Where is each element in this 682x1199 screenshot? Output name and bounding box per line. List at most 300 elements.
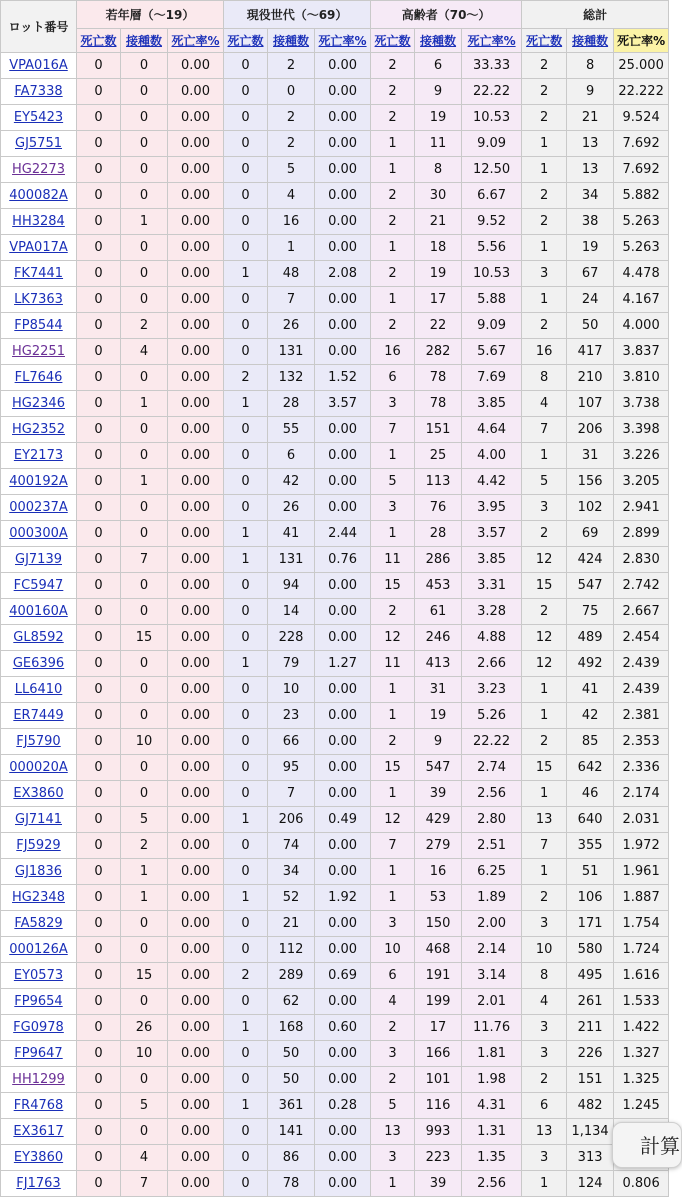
table-cell: 30 bbox=[415, 183, 462, 209]
lot-number-link[interactable]: FG0978 bbox=[13, 1020, 64, 1035]
table-cell: 1 bbox=[371, 1171, 415, 1197]
lot-number-link[interactable]: FJ5929 bbox=[16, 838, 61, 853]
table-cell: 11 bbox=[371, 547, 415, 573]
table-cell: 171 bbox=[567, 911, 614, 937]
table-cell: 46 bbox=[567, 781, 614, 807]
lot-number-cell[interactable] bbox=[1, 157, 77, 183]
table-cell: 2 bbox=[371, 1015, 415, 1041]
table-cell: 0 bbox=[224, 443, 268, 469]
table-cell: 0 bbox=[224, 781, 268, 807]
table-cell: 141 bbox=[268, 1119, 315, 1145]
table-cell: 0 bbox=[77, 547, 121, 573]
table-cell: 13 bbox=[567, 131, 614, 157]
table-cell: 131 bbox=[268, 339, 315, 365]
table-cell: 61 bbox=[415, 599, 462, 625]
table-cell: 0 bbox=[77, 989, 121, 1015]
table-cell: 28 bbox=[268, 391, 315, 417]
table-cell: 1 bbox=[224, 521, 268, 547]
table-cell: 7 bbox=[268, 781, 315, 807]
table-cell: 0.00 bbox=[168, 313, 224, 339]
lot-number-cell[interactable] bbox=[1, 261, 77, 287]
lot-number-link[interactable]: 000020A bbox=[9, 760, 68, 775]
lot-number-cell[interactable] bbox=[1, 287, 77, 313]
table-cell: 226 bbox=[567, 1041, 614, 1067]
table-cell: 1.616 bbox=[614, 963, 669, 989]
table-cell: 0 bbox=[77, 1067, 121, 1093]
table-cell: 4 bbox=[522, 989, 567, 1015]
table-row bbox=[1, 235, 669, 261]
table-cell: 26 bbox=[121, 1015, 168, 1041]
table-cell: 12.50 bbox=[462, 157, 522, 183]
lot-number-cell[interactable] bbox=[1, 963, 77, 989]
table-cell: 355 bbox=[567, 833, 614, 859]
table-cell: 2 bbox=[371, 1067, 415, 1093]
table-cell: 6 bbox=[371, 365, 415, 391]
table-cell: 5 bbox=[371, 469, 415, 495]
table-cell: 2.667 bbox=[614, 599, 669, 625]
lot-number-link[interactable]: FP9654 bbox=[14, 994, 63, 1009]
table-cell: 279 bbox=[415, 833, 462, 859]
lot-number-cell[interactable] bbox=[1, 651, 77, 677]
lot-number-cell[interactable] bbox=[1, 365, 77, 391]
table-cell: 0 bbox=[77, 1171, 121, 1197]
table-cell: 1 bbox=[224, 1015, 268, 1041]
table-cell: 0.00 bbox=[168, 781, 224, 807]
table-cell: 1.961 bbox=[614, 859, 669, 885]
table-cell: 0.00 bbox=[315, 417, 371, 443]
table-cell: 2.80 bbox=[462, 807, 522, 833]
lot-number-link[interactable]: EX3617 bbox=[13, 1124, 64, 1139]
lot-number-link[interactable]: FP9647 bbox=[14, 1046, 63, 1061]
table-cell: 0 bbox=[77, 573, 121, 599]
table-cell: 26 bbox=[268, 495, 315, 521]
header-row-groups bbox=[1, 1, 669, 29]
table-cell: 15 bbox=[371, 573, 415, 599]
table-cell: 0.00 bbox=[168, 365, 224, 391]
lot-number-cell[interactable] bbox=[1, 1041, 77, 1067]
table-cell: 9 bbox=[567, 79, 614, 105]
table-cell: 191 bbox=[415, 963, 462, 989]
lot-number-link[interactable]: FP8544 bbox=[14, 318, 63, 333]
table-cell: 6.67 bbox=[462, 183, 522, 209]
lot-number-link[interactable]: 000300A bbox=[9, 526, 68, 541]
table-cell: 0.00 bbox=[315, 729, 371, 755]
table-cell: 0 bbox=[224, 313, 268, 339]
lot-number-cell[interactable] bbox=[1, 547, 77, 573]
table-cell: 1 bbox=[371, 443, 415, 469]
table-cell: 0 bbox=[77, 885, 121, 911]
table-cell: 12 bbox=[522, 651, 567, 677]
lot-number-cell[interactable] bbox=[1, 235, 77, 261]
table-cell: 50 bbox=[567, 313, 614, 339]
table-cell: 4.00 bbox=[462, 443, 522, 469]
table-row bbox=[1, 521, 669, 547]
table-cell: 1 bbox=[224, 807, 268, 833]
lot-number-link[interactable]: LK7363 bbox=[14, 292, 63, 307]
table-cell: 0 bbox=[224, 833, 268, 859]
lot-number-link[interactable]: FL7646 bbox=[14, 370, 63, 385]
table-body bbox=[1, 53, 669, 1197]
lot-number-cell[interactable] bbox=[1, 781, 77, 807]
lot-number-cell[interactable] bbox=[1, 703, 77, 729]
table-cell: 261 bbox=[567, 989, 614, 1015]
table-cell: 6 bbox=[415, 53, 462, 79]
table-cell: 69 bbox=[567, 521, 614, 547]
table-cell: 0 bbox=[77, 729, 121, 755]
table-cell: 2 bbox=[268, 131, 315, 157]
lot-number-cell[interactable] bbox=[1, 1145, 77, 1171]
table-cell: 0 bbox=[77, 365, 121, 391]
lot-number-link[interactable]: LL6410 bbox=[14, 682, 63, 697]
table-cell: 0 bbox=[77, 807, 121, 833]
lot-number-cell[interactable] bbox=[1, 79, 77, 105]
lot-number-link[interactable]: ER7449 bbox=[13, 708, 64, 723]
table-row bbox=[1, 859, 669, 885]
table-cell: 3.57 bbox=[315, 391, 371, 417]
lot-number-cell[interactable] bbox=[1, 1067, 77, 1093]
lot-number-cell[interactable] bbox=[1, 599, 77, 625]
table-cell: 0 bbox=[77, 469, 121, 495]
table-cell: 0.00 bbox=[168, 703, 224, 729]
table-cell: 21 bbox=[268, 911, 315, 937]
table-cell: 1.533 bbox=[614, 989, 669, 1015]
table-cell: 0 bbox=[77, 911, 121, 937]
table-cell: 1 bbox=[224, 885, 268, 911]
table-cell: 3.95 bbox=[462, 495, 522, 521]
lot-number-link[interactable]: FK7441 bbox=[13, 266, 64, 281]
table-cell: 1 bbox=[371, 521, 415, 547]
lot-number-link[interactable]: GJ7141 bbox=[15, 812, 62, 827]
lot-number-cell[interactable] bbox=[1, 625, 77, 651]
table-cell: 0.00 bbox=[315, 469, 371, 495]
table-cell: 0.00 bbox=[315, 781, 371, 807]
table-cell: 0 bbox=[121, 443, 168, 469]
table-cell: 0 bbox=[224, 417, 268, 443]
sort-total-vaccinations[interactable]: 接種数 bbox=[567, 29, 614, 53]
table-cell: 132 bbox=[268, 365, 315, 391]
sort-youth-vaccinations[interactable]: 接種数 bbox=[121, 29, 168, 53]
table-cell: 5 bbox=[121, 1093, 168, 1119]
sort-working-deaths[interactable]: 死亡数 bbox=[224, 29, 268, 53]
lot-number-link[interactable]: HG2352 bbox=[12, 422, 65, 437]
table-cell: 0 bbox=[224, 469, 268, 495]
sort-youth-mortality[interactable]: 死亡率% bbox=[168, 29, 224, 53]
lot-number-cell[interactable] bbox=[1, 53, 77, 79]
table-cell: 0 bbox=[77, 859, 121, 885]
table-cell: 993 bbox=[415, 1119, 462, 1145]
table-cell: 0.00 bbox=[315, 677, 371, 703]
lot-number-link[interactable]: 400192A bbox=[9, 474, 68, 489]
lot-number-cell[interactable] bbox=[1, 313, 77, 339]
table-cell: 3 bbox=[371, 391, 415, 417]
table-cell: 0.00 bbox=[315, 703, 371, 729]
table-cell: 95 bbox=[268, 755, 315, 781]
lot-number-cell[interactable] bbox=[1, 521, 77, 547]
table-cell: 0 bbox=[121, 755, 168, 781]
table-cell: 223 bbox=[415, 1145, 462, 1171]
calculate-button[interactable]: 計算 bbox=[612, 1122, 682, 1168]
table-cell: 0 bbox=[224, 573, 268, 599]
lot-number-link[interactable]: 400082A bbox=[9, 188, 68, 203]
lot-number-link[interactable]: VPA017A bbox=[9, 240, 68, 255]
lot-number-cell[interactable] bbox=[1, 573, 77, 599]
table-cell: 2 bbox=[522, 599, 567, 625]
table-cell: 102 bbox=[567, 495, 614, 521]
table-cell: 78 bbox=[415, 365, 462, 391]
lot-number-link[interactable]: HH3284 bbox=[12, 214, 65, 229]
sort-elderly-mortality[interactable]: 死亡率% bbox=[462, 29, 522, 53]
table-cell: 3.837 bbox=[614, 339, 669, 365]
table-cell: 0.00 bbox=[315, 1145, 371, 1171]
table-cell: 0 bbox=[224, 677, 268, 703]
lot-number-link[interactable]: EY0573 bbox=[13, 968, 64, 983]
table-row bbox=[1, 573, 669, 599]
lot-number-link[interactable]: FJ5790 bbox=[16, 734, 61, 749]
table-cell: 1 bbox=[224, 547, 268, 573]
table-cell: 3.398 bbox=[614, 417, 669, 443]
lot-number-cell[interactable] bbox=[1, 885, 77, 911]
group-header-working-age: 現役世代（〜69） bbox=[224, 1, 371, 29]
table-cell: 25.000 bbox=[614, 53, 669, 79]
table-cell: 2 bbox=[522, 105, 567, 131]
table-cell: 0.00 bbox=[168, 79, 224, 105]
table-cell: 3.205 bbox=[614, 469, 669, 495]
table-cell: 78 bbox=[415, 391, 462, 417]
table-cell: 1 bbox=[371, 703, 415, 729]
lot-number-link[interactable]: HG2273 bbox=[12, 162, 65, 177]
table-cell: 0.00 bbox=[315, 833, 371, 859]
table-cell: 85 bbox=[567, 729, 614, 755]
table-cell: 2.381 bbox=[614, 703, 669, 729]
table-cell: 8 bbox=[415, 157, 462, 183]
lot-number-cell[interactable] bbox=[1, 859, 77, 885]
table-cell: 14 bbox=[268, 599, 315, 625]
table-cell: 0 bbox=[77, 443, 121, 469]
sort-youth-deaths[interactable]: 死亡数 bbox=[77, 29, 121, 53]
table-cell: 7.69 bbox=[462, 365, 522, 391]
table-cell: 0 bbox=[224, 339, 268, 365]
table-cell: 7 bbox=[371, 833, 415, 859]
table-cell: 15 bbox=[522, 573, 567, 599]
lot-number-link[interactable]: FC5947 bbox=[13, 578, 64, 593]
table-row bbox=[1, 53, 669, 79]
table-cell: 106 bbox=[567, 885, 614, 911]
header-row-metrics bbox=[1, 29, 669, 53]
table-cell: 0 bbox=[224, 157, 268, 183]
table-cell: 0.00 bbox=[315, 183, 371, 209]
lot-number-cell[interactable] bbox=[1, 807, 77, 833]
table-cell: 0.00 bbox=[315, 599, 371, 625]
table-cell: 22.22 bbox=[462, 79, 522, 105]
lot-number-link[interactable]: GE6396 bbox=[12, 656, 65, 671]
table-cell: 2 bbox=[522, 79, 567, 105]
lot-number-cell[interactable] bbox=[1, 833, 77, 859]
lot-number-cell[interactable] bbox=[1, 443, 77, 469]
table-cell: 3 bbox=[371, 495, 415, 521]
table-cell: 107 bbox=[567, 391, 614, 417]
table-cell: 4 bbox=[121, 1145, 168, 1171]
table-cell: 0 bbox=[77, 105, 121, 131]
table-cell: 5.263 bbox=[614, 209, 669, 235]
table-cell: 0.00 bbox=[315, 1171, 371, 1197]
table-cell: 0 bbox=[121, 1119, 168, 1145]
table-cell: 21 bbox=[415, 209, 462, 235]
table-cell: 0.00 bbox=[168, 547, 224, 573]
lot-number-cell[interactable] bbox=[1, 1119, 77, 1145]
table-cell: 0 bbox=[121, 495, 168, 521]
lot-number-cell[interactable] bbox=[1, 469, 77, 495]
table-cell: 1 bbox=[224, 1093, 268, 1119]
lot-number-cell[interactable] bbox=[1, 131, 77, 157]
lot-number-cell[interactable] bbox=[1, 391, 77, 417]
lot-number-link[interactable]: EY3860 bbox=[13, 1150, 64, 1165]
table-cell: 0 bbox=[224, 287, 268, 313]
lot-number-cell[interactable] bbox=[1, 495, 77, 521]
table-cell: 0 bbox=[224, 183, 268, 209]
table-cell: 2 bbox=[121, 313, 168, 339]
table-cell: 1 bbox=[371, 131, 415, 157]
table-cell: 0.76 bbox=[315, 547, 371, 573]
table-cell: 0.00 bbox=[315, 339, 371, 365]
table-cell: 5.882 bbox=[614, 183, 669, 209]
lot-number-cell[interactable] bbox=[1, 209, 77, 235]
table-cell: 4.000 bbox=[614, 313, 669, 339]
table-cell: 0.00 bbox=[168, 1145, 224, 1171]
table-cell: 492 bbox=[567, 651, 614, 677]
lot-number-cell[interactable] bbox=[1, 937, 77, 963]
table-cell: 0.00 bbox=[168, 157, 224, 183]
lot-number-cell[interactable] bbox=[1, 729, 77, 755]
table-cell: 0 bbox=[121, 573, 168, 599]
table-cell: 55 bbox=[268, 417, 315, 443]
table-cell: 33.33 bbox=[462, 53, 522, 79]
table-cell: 79 bbox=[268, 651, 315, 677]
table-cell: 15 bbox=[371, 755, 415, 781]
lot-number-link[interactable]: HG2348 bbox=[12, 890, 65, 905]
table-cell: 1 bbox=[121, 859, 168, 885]
lot-number-link[interactable]: EY5423 bbox=[13, 110, 64, 125]
table-cell: 0 bbox=[121, 157, 168, 183]
lot-number-cell[interactable] bbox=[1, 989, 77, 1015]
table-cell: 113 bbox=[415, 469, 462, 495]
lot-number-link[interactable]: FA7338 bbox=[14, 84, 63, 99]
table-cell: 6 bbox=[371, 963, 415, 989]
lot-number-link[interactable]: HG2346 bbox=[12, 396, 65, 411]
table-cell: 0.00 bbox=[168, 937, 224, 963]
table-cell: 3 bbox=[522, 911, 567, 937]
table-cell: 1.31 bbox=[462, 1119, 522, 1145]
table-cell: 1.92 bbox=[315, 885, 371, 911]
lot-number-link[interactable]: FA5829 bbox=[14, 916, 63, 931]
table-cell: 6.25 bbox=[462, 859, 522, 885]
sort-elderly-deaths[interactable]: 死亡数 bbox=[371, 29, 415, 53]
table-cell: 9 bbox=[415, 79, 462, 105]
table-cell: 51 bbox=[567, 859, 614, 885]
table-cell: 0 bbox=[224, 131, 268, 157]
table-cell: 1.81 bbox=[462, 1041, 522, 1067]
table-cell: 3 bbox=[522, 495, 567, 521]
sort-working-mortality[interactable]: 死亡率% bbox=[315, 29, 371, 53]
table-row bbox=[1, 833, 669, 859]
table-cell: 0 bbox=[121, 287, 168, 313]
table-cell: 13 bbox=[522, 807, 567, 833]
lot-number-cell[interactable] bbox=[1, 1093, 77, 1119]
lot-number-link[interactable]: FR4768 bbox=[13, 1098, 64, 1113]
lot-number-link[interactable]: GJ1836 bbox=[15, 864, 62, 879]
table-cell: 0.00 bbox=[168, 417, 224, 443]
table-cell: 0.00 bbox=[168, 183, 224, 209]
table-cell: 5 bbox=[522, 469, 567, 495]
lot-number-link[interactable]: HH1299 bbox=[12, 1072, 65, 1087]
table-cell: 0 bbox=[77, 131, 121, 157]
lot-number-cell[interactable] bbox=[1, 417, 77, 443]
group-header-elderly: 高齢者（70〜） bbox=[371, 1, 522, 29]
lot-number-cell[interactable] bbox=[1, 911, 77, 937]
table-cell: 2 bbox=[522, 1067, 567, 1093]
table-cell: 3 bbox=[522, 1041, 567, 1067]
lot-number-link[interactable]: HG2251 bbox=[12, 344, 65, 359]
table-cell: 0 bbox=[77, 235, 121, 261]
lot-number-link[interactable]: EX3860 bbox=[13, 786, 64, 801]
lot-number-link[interactable]: 400160A bbox=[9, 604, 68, 619]
lot-number-cell[interactable] bbox=[1, 183, 77, 209]
lot-number-cell[interactable] bbox=[1, 105, 77, 131]
table-cell: 9.524 bbox=[614, 105, 669, 131]
table-cell: 0.00 bbox=[168, 885, 224, 911]
lot-number-link[interactable]: 000237A bbox=[9, 500, 68, 515]
lot-number-cell[interactable] bbox=[1, 755, 77, 781]
table-cell: 0 bbox=[77, 1041, 121, 1067]
lot-number-link[interactable]: VPA016A bbox=[9, 58, 68, 73]
table-cell: 2.51 bbox=[462, 833, 522, 859]
table-cell: 1 bbox=[371, 157, 415, 183]
table-cell: 5.26 bbox=[462, 703, 522, 729]
table-cell: 1 bbox=[371, 781, 415, 807]
table-cell: 67 bbox=[567, 261, 614, 287]
table-cell: 313 bbox=[567, 1145, 614, 1171]
table-cell: 0.00 bbox=[168, 1171, 224, 1197]
table-cell: 1.52 bbox=[315, 365, 371, 391]
lot-number-link[interactable]: 000126A bbox=[9, 942, 68, 957]
table-cell: 0.00 bbox=[315, 105, 371, 131]
lot-number-cell[interactable] bbox=[1, 1015, 77, 1041]
table-row bbox=[1, 729, 669, 755]
lot-number-cell[interactable] bbox=[1, 339, 77, 365]
lot-number-link[interactable]: FJ1763 bbox=[16, 1176, 61, 1191]
table-cell: 0.60 bbox=[315, 1015, 371, 1041]
table-row bbox=[1, 287, 669, 313]
table-cell: 1.724 bbox=[614, 937, 669, 963]
table-row bbox=[1, 105, 669, 131]
lot-number-cell[interactable] bbox=[1, 1171, 77, 1197]
lot-number-cell[interactable] bbox=[1, 677, 77, 703]
sort-working-vaccinations[interactable]: 接種数 bbox=[268, 29, 315, 53]
table-cell: 13 bbox=[371, 1119, 415, 1145]
table-cell: 0.00 bbox=[315, 287, 371, 313]
group-header-total: 総計 bbox=[522, 1, 669, 29]
table-cell: 1 bbox=[522, 859, 567, 885]
lot-number-link[interactable]: GJ5751 bbox=[15, 136, 62, 151]
table-cell: 4 bbox=[121, 339, 168, 365]
lot-number-link[interactable]: GL8592 bbox=[13, 630, 64, 645]
lot-number-link[interactable]: EY2173 bbox=[13, 448, 64, 463]
sort-total-mortality[interactable]: 死亡率% bbox=[614, 29, 669, 53]
table-cell: 2.439 bbox=[614, 677, 669, 703]
sort-total-deaths[interactable]: 死亡数 bbox=[522, 29, 567, 53]
table-cell: 2.44 bbox=[315, 521, 371, 547]
lot-number-link[interactable]: GJ7139 bbox=[15, 552, 62, 567]
sort-elderly-vaccinations[interactable]: 接種数 bbox=[415, 29, 462, 53]
